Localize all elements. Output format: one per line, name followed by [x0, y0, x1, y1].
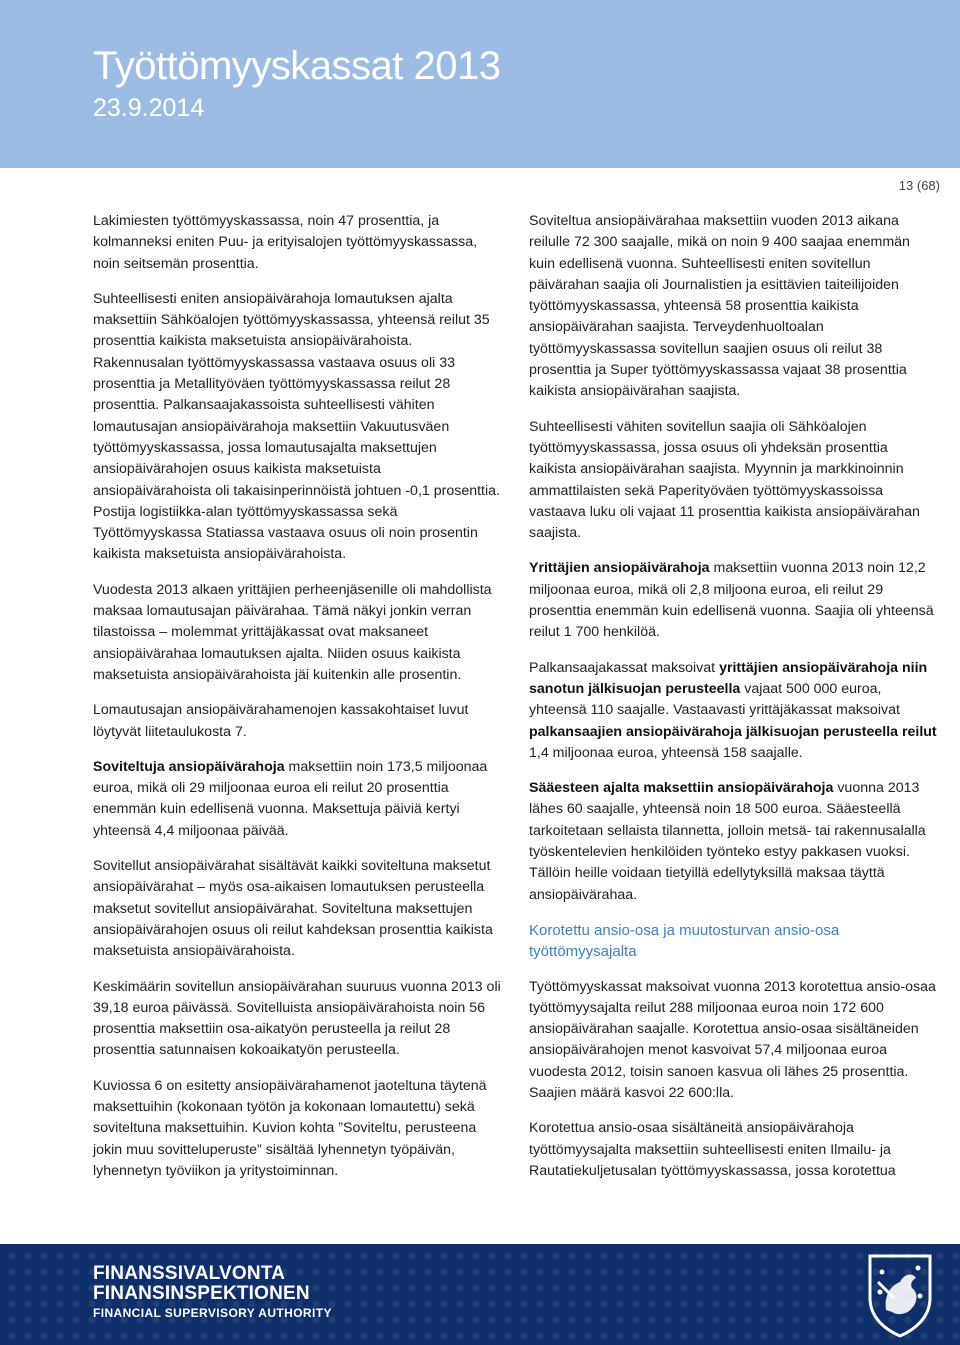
paragraph	[93, 289, 501, 566]
logo-line-2: FINANSINSPEKTIONEN	[93, 1282, 310, 1304]
footer-banner	[0, 1244, 960, 1345]
paragraph	[93, 757, 501, 842]
text-run: Vuodesta 2013 alkaen yrittäjien perheenjäsenille oli mahdollista maksaa lomautusajan päivärahaa. Tämä näkyi jonkin verran tilastoissa – molemmat yrittäjäkassat ovat maksaneet ansiopäivärahaa lomautuksen ajalta. Niiden osuus kaikista maksetuista ansiopäivärahoista jäi kuitenkin alle prosentin.	[93, 581, 492, 683]
section-heading	[529, 920, 937, 963]
bold-term: Yrittäjien ansiopäivärahoja	[529, 560, 710, 577]
logo-line-3: FINANCIAL SUPERVISORY AUTHORITY	[93, 1305, 332, 1320]
text-run: maksettiin noin 173,5 miljoonaa euroa, mikä oli 29 miljoonaa euroa eli reilut 20 prosenttia enemmän kuin edellisenä vuonna. Maksettuja päiviä kertyi yhteensä 4,4 miljoonaa päivää.	[93, 758, 488, 839]
document-date: 23.9.2014	[93, 94, 205, 122]
text-run: Sovitellut ansiopäivärahat sisältävät kaikki soviteltuna maksetut ansiopäivärahat – myös osa-aikaisen lomautuksen perusteella maksetut sovitellut ansiopäivärahat. Soviteltuna maksettujen ansiopäivärahojen osuus oli reilut kahdeksan prosenttia kaikista maksetuista ansiopäivärahoista.	[93, 858, 493, 960]
paragraph	[529, 211, 937, 403]
lion-crest-icon	[864, 1252, 936, 1338]
text-run: Korotettua ansio-osaa sisältäneitä ansiopäivärahoja työttömyysajalta maksettiin suhteellisesti eniten Ilmailu- ja Rautatiekuljetusalan työttömyyskassassa, jossa korotettua	[529, 1120, 896, 1179]
paragraph	[93, 977, 501, 1062]
paragraph	[529, 658, 937, 764]
text-run: Palkansaajakassat maksoivat	[529, 659, 720, 676]
paragraph	[529, 558, 937, 643]
paragraph	[93, 211, 501, 275]
text-run: Lakimiesten työttömyyskassassa, noin 47 prosenttia, ja kolmanneksi eniten Puu- ja erityisalojen työttömyyskassassa, noin seitsemän prosenttia.	[93, 213, 478, 272]
paragraph	[93, 700, 501, 743]
text-run: Suhteellisesti eniten ansiopäivärahoja lomautuksen ajalta maksettiin Sähköalojen työttömyyskassassa, yhteensä reilut 35 prosenttia kaikista maksetuista ansiopäivärahoista. Rakennusalan työttömyyskassassa vastaava osuus oli 33 prosenttia ja Metallityöväen työttömyyskassassa reilut 28 prosenttia. Palkansaajakassoista suhteellisesti vähiten lomautusajan ansiopäivärahoja maksettiin Vakuutusväen työttömyyskassassa, jossa lomautusajalta maksettujen ansiopäivärahojen osuus kaikista maksetuista ansiopäivärahoista oli takaisinperinnöistä johtuen -0,1 prosenttia. Postija logistiikka-alan työttömyyskassassa sekä Työttömyyskassa Statiassa vastaava osuus oli noin prosentin kaikista maksetuista ansiopäivärahoista.	[93, 290, 500, 563]
text-run: maksettiin vuonna 2013 noin 12,2 miljoonaa euroa, mikä oli 2,8 miljoona euroa, eli reilut 29 prosenttia enemmän kuin edellisenä vuonna. Saajia oli yhteensä reilut 1 700 henkilöä.	[529, 560, 934, 641]
paragraph	[529, 778, 937, 906]
text-run: vuonna 2013 lähes 60 saajalle, yhteensä noin 18 500 euroa. Sääesteellä tarkoitetaan sellaista tilannetta, jolloin metsä- tai rakennusalalla työskentelevien henkilöiden työnteko estyy pakkasen vuoksi. Tällöin heille voidaan tietyillä edellytyksillä maksaa täyttä ansiopäivärahaa.	[529, 780, 926, 903]
bold-term: Sääesteen ajalta maksettiin ansiopäivärahoja	[529, 780, 834, 797]
text-run: Soviteltua ansiopäivärahaa maksettiin vuoden 2013 aikana reilulle 72 300 saajalle, mikä on noin 9 400 saajaa enemmän kuin edellisenä vuonna. Suhteellisesti eniten sovitellun päivärahan saajia oli Journalistien ja esittävien taiteilijoiden työttömyyskassassa, yhteensä 58 prosenttia kaikista ansiopäivärahan saajista. Terveydenhuoltoalan työttömyyskassassa sovitellun saajien osuus oli reilut 38 prosenttia ja Super työttömyyskassassa vajaat 38 prosenttia kaikista ansiopäivärahan saajista.	[529, 213, 910, 400]
text-run: Kuviossa 6 on esitetty ansiopäivärahamenot jaoteltuna täytenä maksettuihin (kokonaan työtön ja kokonaan lomautettu) sekä soviteltuna maksettuihin. Kuvion kohta ”Soviteltu, perusteena jokin muu sovitteluperuste” sisältää lyhennetyn työpäivän, lyhennetyn työviikon ja yritystoiminnan.	[93, 1077, 487, 1179]
left-column	[93, 211, 501, 1196]
right-column	[529, 211, 937, 1196]
text-run: Korotettu ansio-osa ja muutosturvan ansio-osa työttömyysajalta	[529, 921, 840, 961]
text-run: Työttömyyskassat maksoivat vuonna 2013 korotettua ansio-osaa työttömyysajalta reilut 288 miljoonaa euroa noin 172 600 ansiopäivärahan saajalle. Korotettua ansio-osaa sisältäneiden ansiopäivärahojen menot kasvoivat 57,4 miljoonaa euroa vuodesta 2012, toisin sanoen kasvua oli lähes 25 prosenttia. Saajien määrä kasvoi 22 600:lla.	[529, 978, 936, 1101]
bold-term: Soviteltuja ansiopäivärahoja	[93, 758, 285, 775]
page-number: 13 (68)	[898, 178, 940, 193]
text-run: Keskimäärin sovitellun ansiopäivärahan suuruus vuonna 2013 oli 39,18 euroa päivässä. Sovitelluista ansiopäivärahoista noin 56 prosenttia maksettiin osa-aikatyön perusteella ja reilut 28 prosenttia satunnaisen kokoaikatyön perusteella.	[93, 978, 501, 1059]
paragraph	[93, 856, 501, 962]
paragraph	[529, 977, 937, 1105]
finanssivalvonta-logo	[93, 1264, 332, 1319]
text-run: vajaat 500 000 euroa, yhteensä 110 saajalle. Vastaavasti yrittäjäkassat maksoivat	[529, 680, 900, 719]
text-run: 1,4 miljoonaa euroa, yhteensä 158 saajalle.	[529, 744, 803, 761]
paragraph	[93, 580, 501, 686]
paragraph	[93, 1076, 501, 1182]
bold-term: palkansaajien ansiopäivärahoja jälkisuojan perusteella reilut	[529, 723, 937, 740]
logo-line-1: FINANSSIVALVONTA	[93, 1263, 286, 1284]
document-title: Työttömyyskassat 2013	[93, 44, 501, 88]
bold-term: yrittäjien ansiopäivärahoja niin sanotun jälkisuojan perusteella	[529, 659, 928, 697]
header-banner	[0, 0, 960, 168]
text-run: Lomautusajan ansiopäivärahamenojen kassakohtaiset luvut löytyvät liitetaulukosta 7.	[93, 702, 469, 740]
paragraph	[529, 417, 937, 545]
text-run: Suhteellisesti vähiten sovitellun saajia oli Sähköalojen työttömyyskassassa, jossa osuus oli yhdeksän prosenttia kaikista ansiopäivärahan saajista. Myynnin ja markkinoinnin ammattilaisten sekä Paperityöväen työttömyyskassoissa vastaava luku oli vajaat 11 prosenttia kaikista ansiopäivärahan saajista.	[529, 418, 920, 542]
paragraph	[529, 1118, 937, 1182]
